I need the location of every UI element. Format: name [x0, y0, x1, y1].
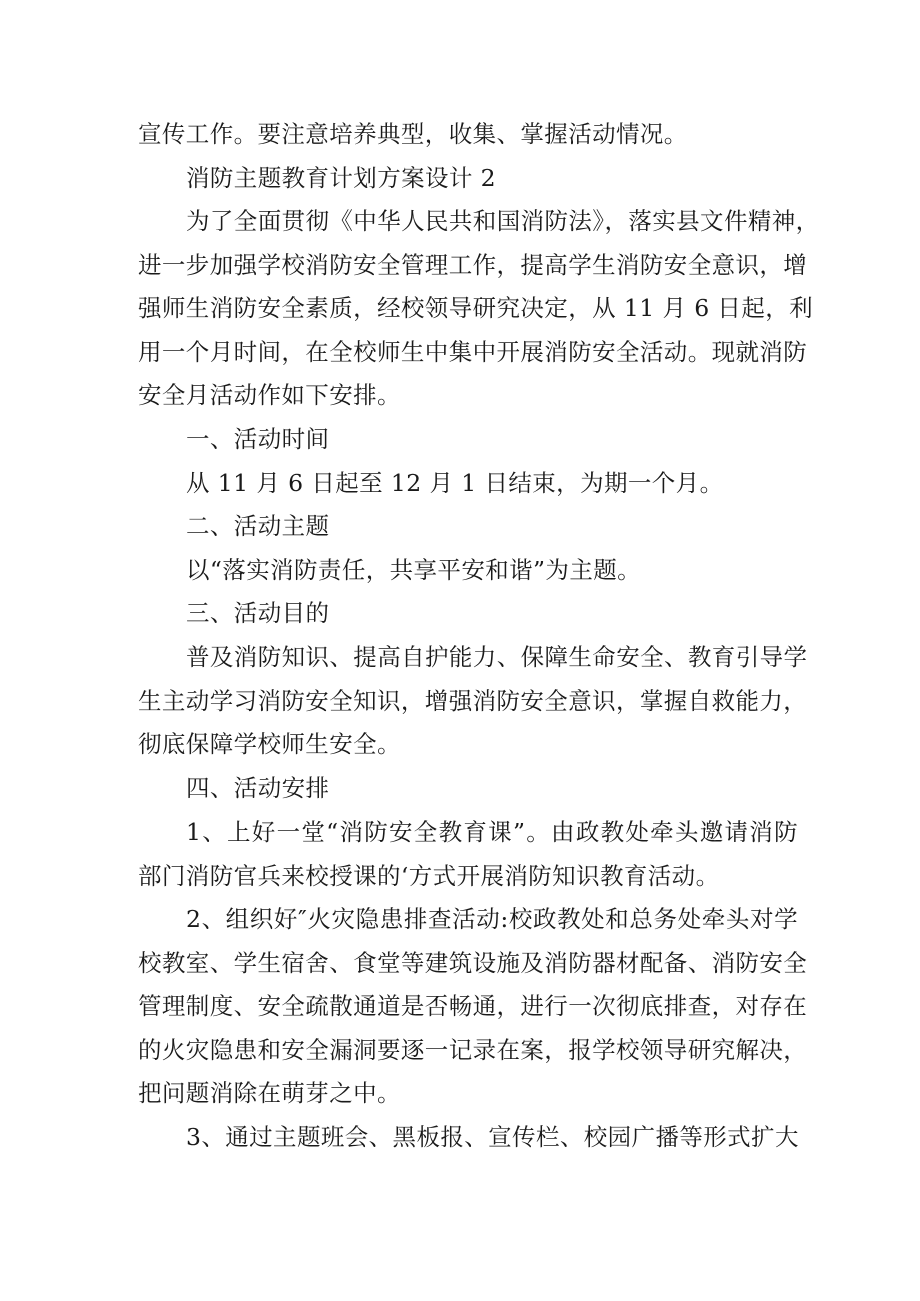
text-line: 1、上好一堂“消防安全教育课”。由政教处牵头邀请消防: [186, 818, 798, 846]
text-line: 普及消防知识、提高自护能力、保障生命安全、教育引导学: [186, 643, 808, 671]
paragraph-continuation: [138, 113, 798, 157]
text-line: 彻底保障学校师生安全。: [138, 730, 401, 759]
paragraph-activity-purpose: [138, 636, 808, 767]
text-line: 四、活动安排: [186, 774, 330, 802]
text-line: 管理制度、安全疏散通道是否畅通，进行一次彻底排查，对存在: [138, 992, 808, 1021]
text-line: 生主动学习消防安全知识，增强消防安全意识，掌握自救能力，: [138, 686, 808, 715]
text-line: 三、活动目的: [186, 599, 330, 627]
text-line: 消防主题教育计划方案设计 2: [186, 164, 497, 192]
heading-activity-theme: [138, 505, 798, 549]
text-line: 为了全面贯彻《中华人民共和国消防法》，落实县文件精神，: [186, 207, 820, 235]
text-line: 强师生消防安全素质，经校领导研究决定，从 11 月 6 日起，利: [138, 294, 814, 323]
paragraph-activity-time: [138, 462, 798, 506]
text-line: 进一步加强学校消防安全管理工作，提高学生消防安全意识，增: [138, 250, 808, 279]
text-line: 2、组织好″火灾隐患排查活动:校政教处和总务处牵头对学: [186, 905, 798, 933]
paragraph-activity-theme: [138, 549, 798, 593]
text-line: 的火灾隐患和安全漏洞要逐一记录在案，报学校领导研究解决，: [138, 1035, 808, 1064]
heading-activity-time: [138, 418, 798, 462]
paragraph-arrangement-1: [138, 811, 798, 898]
text-line: 用一个月时间，在全校师生中集中开展消防安全活动。现就消防: [138, 337, 808, 366]
text-line: 以“落实消防责任，共享平安和谐”为主题。: [186, 556, 642, 584]
text-line: 从 11 月 6 日起至 12 月 1 日结束，为期一个月。: [186, 469, 724, 497]
heading-activity-arrangement: [138, 767, 798, 811]
paragraph-intro: [138, 200, 820, 418]
section-heading-plan-2: [138, 157, 798, 201]
text-line: 二、活动主题: [186, 512, 330, 540]
text-line: 3、通过主题班会、黑板报、宣传栏、校园广播等形式扩大: [186, 1123, 799, 1151]
paragraph-arrangement-3: [138, 1116, 798, 1160]
heading-activity-purpose: [138, 592, 798, 636]
text-line: 部门消防官兵来校授课的‘方式开展消防知识教育活动。: [138, 861, 720, 890]
text-line: 一、活动时间: [186, 425, 330, 453]
text-line: 安全月活动作如下安排。: [138, 381, 401, 410]
text-line: 校教室、学生宿舍、食堂等建筑设施及消防器材配备、消防安全: [138, 948, 808, 977]
paragraph-arrangement-2: [138, 898, 808, 1116]
text-line: 宣传工作。要注意培养典型，收集、掌握活动情况。: [138, 120, 688, 148]
text-line: 把问题消除在萌芽之中。: [138, 1079, 401, 1108]
